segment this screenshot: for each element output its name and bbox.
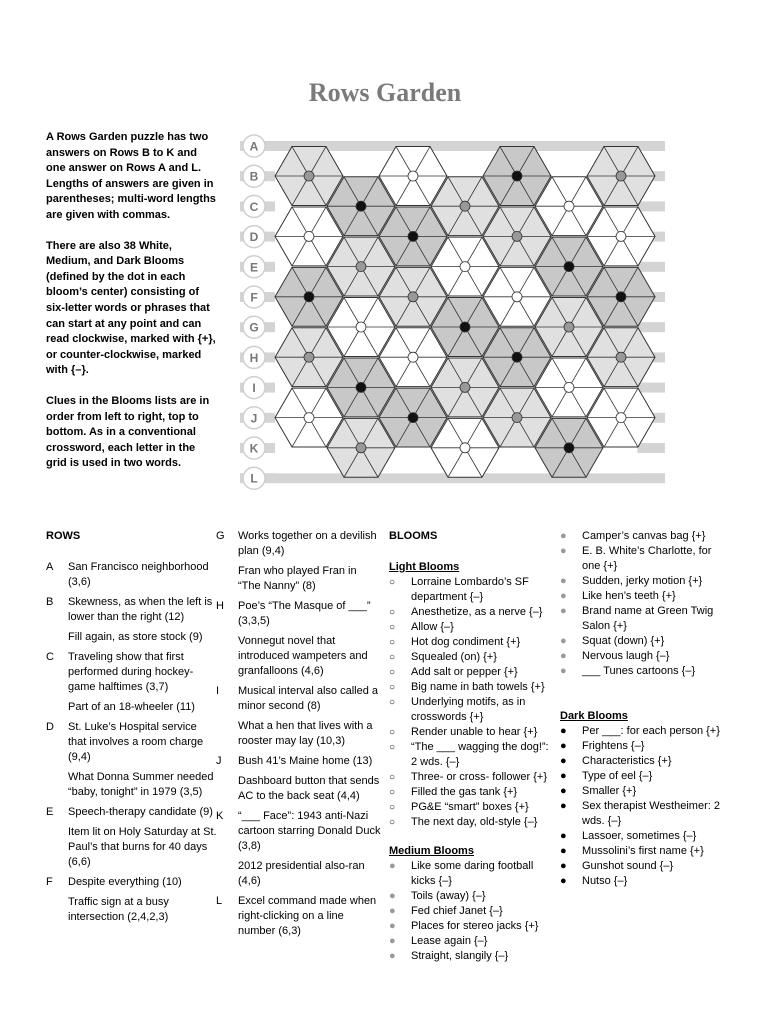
bloom-clue-text: Anesthetize, as a nerve {–} [411,606,543,618]
dark-bloom-clue [560,859,725,874]
bloom-clue-text: Per ___: for each person {+} [582,725,720,737]
dark-bullet-icon: ● [560,860,567,872]
white-bloom-dot-icon [304,231,314,241]
row-letter: A [46,561,54,573]
light-bloom-clue [389,665,557,680]
medium-bullet-icon: ● [389,950,396,962]
dark-bloom-dot-icon [460,322,470,332]
bloom-clue-text: Brand name at Green Twig Salon {+} [582,605,714,632]
light-bloom-clue [389,740,557,770]
medium-bloom-clue [389,859,557,889]
bloom-clue-text: “The ___ wagging the dog!”: 2 wds. {–} [411,741,549,768]
row-entry-h [216,599,382,679]
dark-bullet-icon: ● [560,755,567,767]
bloom-clue-text: Hot dog condiment {+} [411,636,521,648]
medium-bullet-icon: ● [560,605,567,617]
medium-bloom-dot-icon [616,352,626,362]
medium-bloom-clue [560,544,725,574]
dark-bloom-dot-icon [616,292,626,302]
white-bloom-dot-icon [564,382,574,392]
row-letter: G [216,530,225,542]
page-title: Rows Garden [308,78,462,107]
dark-bloom-dot-icon [564,443,574,453]
light-bullet-icon: ○ [389,697,396,708]
row-clue: Fran who played Fran in “The Nanny” (8) [238,565,357,592]
bloom-clue-text: Allow {–} [411,621,454,633]
light-bullet-icon: ○ [389,682,396,693]
medium-bloom-dot-icon [460,382,470,392]
light-bloom-clue [389,635,557,650]
bloom-clue-text: Mussolini’s first name {+} [582,845,704,857]
row-clue: Fill again, as store stock (9) [68,631,203,643]
bloom-clue-text: Big name in bath towels {+} [411,681,545,693]
bloom-clue-text: Smaller {+} [582,785,637,797]
row-label: G [249,320,259,335]
dark-bloom-clue [560,784,725,799]
light-bullet-icon: ○ [389,787,396,798]
dark-bloom-clue [560,829,725,844]
bloom-clue-text: Underlying motifs, as in crosswords {+} [411,696,526,723]
white-bloom-dot-icon [304,413,314,423]
intro-paragraph-3: Clues in the Blooms lists are in order from left to right, top to bottom. As in a conventional crossword, each letter in the grid is used in two words. [46,394,210,470]
row-clue: Vonnegut novel that introduced wampeters and granfalloons (4,6) [238,635,368,677]
white-bloom-dot-icon [616,231,626,241]
medium-bullet-icon: ● [389,905,396,917]
bloom-clue-text: Render unable to hear {+} [411,726,538,738]
light-bullet-icon: ○ [389,817,396,828]
row-label: H [249,350,259,365]
medium-bloom-dot-icon [304,171,314,181]
row-letter: E [46,806,54,818]
row-clue: “___ Face”: 1943 anti-Nazi cartoon starring Donald Duck (3,8) [238,810,381,852]
white-bloom-dot-icon [356,322,366,332]
bloom-clue-text: Add salt or pepper {+} [411,666,518,678]
light-bullet-icon: ○ [389,802,396,813]
dark-bullet-icon: ● [560,785,567,797]
bloom-clue-text: The next day, old-style {–} [411,816,538,828]
white-bloom-dot-icon [408,352,418,362]
medium-bullet-icon: ● [560,650,567,662]
dark-bloom-dot-icon [356,382,366,392]
row-letter: K [216,810,224,822]
dark-bloom-dot-icon [356,201,366,211]
medium-bullet-icon: ● [560,545,567,557]
rows-clues-column-2 [216,529,382,944]
instructions [46,130,218,487]
dark-bullet-icon: ● [560,770,567,782]
bloom-clue-text: Lassoer, sometimes {–} [582,830,697,842]
rows-list [46,560,218,925]
row-clue: Item lit on Holy Saturday at St. Paul’s that burns for 40 days (6,6) [68,826,217,868]
row-entry-d [46,720,218,800]
light-bloom-clue [389,785,557,800]
light-bloom-clue [389,800,557,815]
row-label: E [249,260,259,275]
row-entry-l [216,894,382,939]
bloom-clue-text: Lease again {–} [411,935,488,947]
row-clue: What Donna Summer needed “baby, tonight” in 1979 (3,5) [68,771,214,798]
bloom-clue-text: Filled the gas tank {+} [411,786,518,798]
light-bullet-icon: ○ [389,652,396,663]
medium-bloom-dot-icon [304,352,314,362]
medium-bloom-dot-icon [408,292,418,302]
light-bloom-clue [389,695,557,725]
row-letter: D [46,721,54,733]
row-clue: Poe’s “The Masque of ___” (3,3,5) [238,600,371,627]
bloom-clue-text: Type of eel {–} [582,770,653,782]
medium-bloom-dot-icon [512,231,522,241]
white-bloom-dot-icon [408,171,418,181]
row-clue: Excel command made when right-clicking on a line number (6,3) [238,895,377,937]
medium-bloom-clue [560,634,725,649]
medium-bloom-dot-icon [460,201,470,211]
medium-blooms-list-continued [560,529,725,679]
light-bullet-icon: ○ [389,667,396,678]
light-bullet-icon: ○ [389,772,396,783]
row-clue: Speech-therapy candidate (9) [68,806,213,818]
dark-bullet-icon: ● [560,830,567,842]
medium-bloom-clue [560,664,725,679]
row-clue: St. Luke’s Hospital service that involves a room charge (9,4) [68,721,204,763]
bloom-clue-text: PG&E “smart” boxes {+} [411,801,529,813]
row-clue: Works together on a devilish plan (9,4) [238,530,377,557]
bloom-clue-text: Lorraine Lombardo’s SF department {–} [411,576,529,603]
medium-bullet-icon: ● [389,860,396,872]
row-label: J [250,411,258,426]
medium-bloom-clue [560,529,725,544]
dark-bloom-clue [560,739,725,754]
light-bloom-clue [389,620,557,635]
dark-blooms-header: Dark Blooms [560,710,628,722]
row-label: F [250,290,258,305]
medium-bloom-dot-icon [356,443,366,453]
light-bloom-clue [389,650,557,665]
dark-bloom-dot-icon [408,413,418,423]
light-bloom-clue [389,680,557,695]
medium-bloom-clue [389,934,557,949]
dark-bloom-clue [560,844,725,859]
row-entry-a [46,560,218,590]
white-bloom-dot-icon [460,443,470,453]
light-bullet-icon: ○ [389,742,396,753]
medium-bloom-clue [389,904,557,919]
rows-header: ROWS [46,530,81,542]
medium-bloom-clue [389,889,557,904]
medium-bloom-clue [560,604,725,634]
medium-bloom-clue [389,919,557,934]
bloom-clue-text: Sudden, jerky motion {+} [582,575,703,587]
bloom-clue-text: Places for stereo jacks {+} [411,920,539,932]
medium-bullet-icon: ● [389,890,396,902]
dark-bloom-clue [560,874,725,889]
row-label: A [249,139,259,154]
bloom-clue-text: Characteristics {+} [582,755,672,767]
medium-blooms-header: Medium Blooms [389,845,474,857]
row-entry-j [216,754,382,804]
row-label: D [249,230,259,245]
white-bloom-dot-icon [564,201,574,211]
row-letter: F [46,876,53,888]
medium-bullet-icon: ● [560,635,567,647]
dark-bullet-icon: ● [560,740,567,752]
rows-clues-column-1 [46,529,218,930]
row-clue: Skewness, as when the left is lower than the right (12) [68,596,213,623]
row-clue: Bush 41’s Maine home (13) [238,755,373,767]
intro-paragraph-1: A Rows Garden puzzle has two answers on Rows B to K and one answer on Rows A and L. Lengths of answers are given in parentheses; multi-word lengths are given with commas. [46,131,216,221]
row-label: K [249,441,259,456]
medium-bullet-icon: ● [560,575,567,587]
bloom-clue-text: Three- or cross- follower {+} [411,771,548,783]
dark-blooms-list [560,724,725,889]
dark-bloom-clue [560,754,725,769]
dark-bloom-dot-icon [512,171,522,181]
dark-bloom-clue [560,799,725,829]
row-clue: Despite everything (10) [68,876,182,888]
bloom-clue-text: Like some daring football kicks {–} [411,860,534,887]
bloom-clue-text: Gunshot sound {–} [582,860,674,872]
light-bullet-icon: ○ [389,637,396,648]
dark-bloom-dot-icon [408,231,418,241]
row-clue: San Francisco neighborhood (3,6) [68,561,209,588]
row-label: C [249,199,259,214]
bloom-clue-text: Nervous laugh {–} [582,650,670,662]
white-bloom-dot-icon [512,292,522,302]
row-letter: B [46,596,54,608]
light-blooms-list [389,575,557,830]
row-clue: 2012 presidential also-ran (4,6) [238,860,365,887]
row-label: L [250,471,258,486]
dark-bloom-dot-icon [304,292,314,302]
medium-bloom-dot-icon [564,322,574,332]
light-bullet-icon: ○ [389,607,396,618]
row-entry-b [46,595,218,645]
light-bloom-clue [389,725,557,740]
dark-bullet-icon: ● [560,845,567,857]
row-letter: L [216,895,223,907]
rows-list-2 [216,529,382,939]
medium-bloom-dot-icon [356,262,366,272]
row-entry-f [46,875,218,925]
row-entry-c [46,650,218,715]
bloom-clue-text: Straight, slangily {–} [411,950,509,962]
row-clue: Musical interval also called a minor second (8) [238,685,379,712]
medium-bloom-dot-icon [616,171,626,181]
bloom-clue-text: E. B. White’s Charlotte, for one {+} [582,545,712,572]
blooms-column-1 [389,529,557,964]
row-label: B [249,169,259,184]
dark-bloom-clue [560,769,725,784]
dark-bloom-dot-icon [512,352,522,362]
dark-bullet-icon: ● [560,800,567,812]
bloom-clue-text: ___ Tunes cartoons {–} [582,665,696,677]
bloom-clue-text: Fed chief Janet {–} [411,905,503,917]
bloom-clue-text: Sex therapist Westheimer: 2 wds. {–} [582,800,720,827]
bloom-clue-text: Nutso {–} [582,875,628,887]
row-clue: Dashboard button that sends AC to the back seat (4,4) [238,775,380,802]
light-bloom-clue [389,575,557,605]
light-bloom-clue [389,815,557,830]
medium-bullet-icon: ● [560,590,567,602]
bloom-clue-text: Frightens {–} [582,740,645,752]
medium-bloom-clue [560,649,725,664]
light-bloom-clue [389,770,557,785]
medium-bloom-clue [560,589,725,604]
row-entry-g [216,529,382,594]
intro-paragraph-2: There are also 38 White, Medium, and Dark Blooms (defined by the dot in each bloom’s center) consisting of six-letter words or phrases that can start at any point and can read clockwise, marked with {+}, or counter-clockwise, marked with {–}. [46,239,216,377]
dark-bloom-clue [560,724,725,739]
medium-bloom-clue [560,574,725,589]
medium-bloom-dot-icon [512,413,522,423]
light-bullet-icon: ○ [389,577,396,588]
bloom-clue-text: Squat (down) {+} [582,635,665,647]
row-letter: J [216,755,222,767]
medium-bullet-icon: ● [389,920,396,932]
blooms-column-2 [560,529,725,889]
row-clue: Part of an 18-wheeler (11) [68,701,195,713]
puzzle-grid-svg [240,132,670,502]
row-letter: H [216,600,224,612]
row-label: I [252,381,256,396]
light-blooms-header: Light Blooms [389,561,460,573]
white-bloom-dot-icon [616,413,626,423]
row-clue: What a hen that lives with a rooster may lay (10,3) [238,720,373,747]
medium-bullet-icon: ● [389,935,396,947]
bloom-clue-text: Like hen’s teeth {+} [582,590,676,602]
medium-bloom-clue [389,949,557,964]
light-bullet-icon: ○ [389,622,396,633]
medium-blooms-list [389,859,557,964]
light-bloom-clue [389,605,557,620]
white-bloom-dot-icon [460,262,470,272]
dark-bloom-dot-icon [564,262,574,272]
light-bullet-icon: ○ [389,727,396,738]
dark-bullet-icon: ● [560,725,567,737]
puzzle-grid [240,132,670,502]
row-entry-k [216,809,382,889]
medium-bullet-icon: ● [560,665,567,677]
medium-bullet-icon: ● [560,530,567,542]
bloom-clue-text: Camper’s canvas bag {+} [582,530,706,542]
bloom-clue-text: Squealed (on) {+} [411,651,497,663]
row-letter: I [216,685,220,697]
dark-bullet-icon: ● [560,875,567,887]
row-clue: Traffic sign at a busy intersection (2,4,2,3) [68,896,169,923]
blooms-header: BLOOMS [389,530,438,542]
row-entry-i [216,684,382,749]
bloom-clue-text: Toils (away) {–} [411,890,486,902]
row-clue: Traveling show that first performed during hockey-game halftimes (3,7) [68,651,194,693]
row-letter: C [46,651,54,663]
row-entry-e [46,805,218,870]
